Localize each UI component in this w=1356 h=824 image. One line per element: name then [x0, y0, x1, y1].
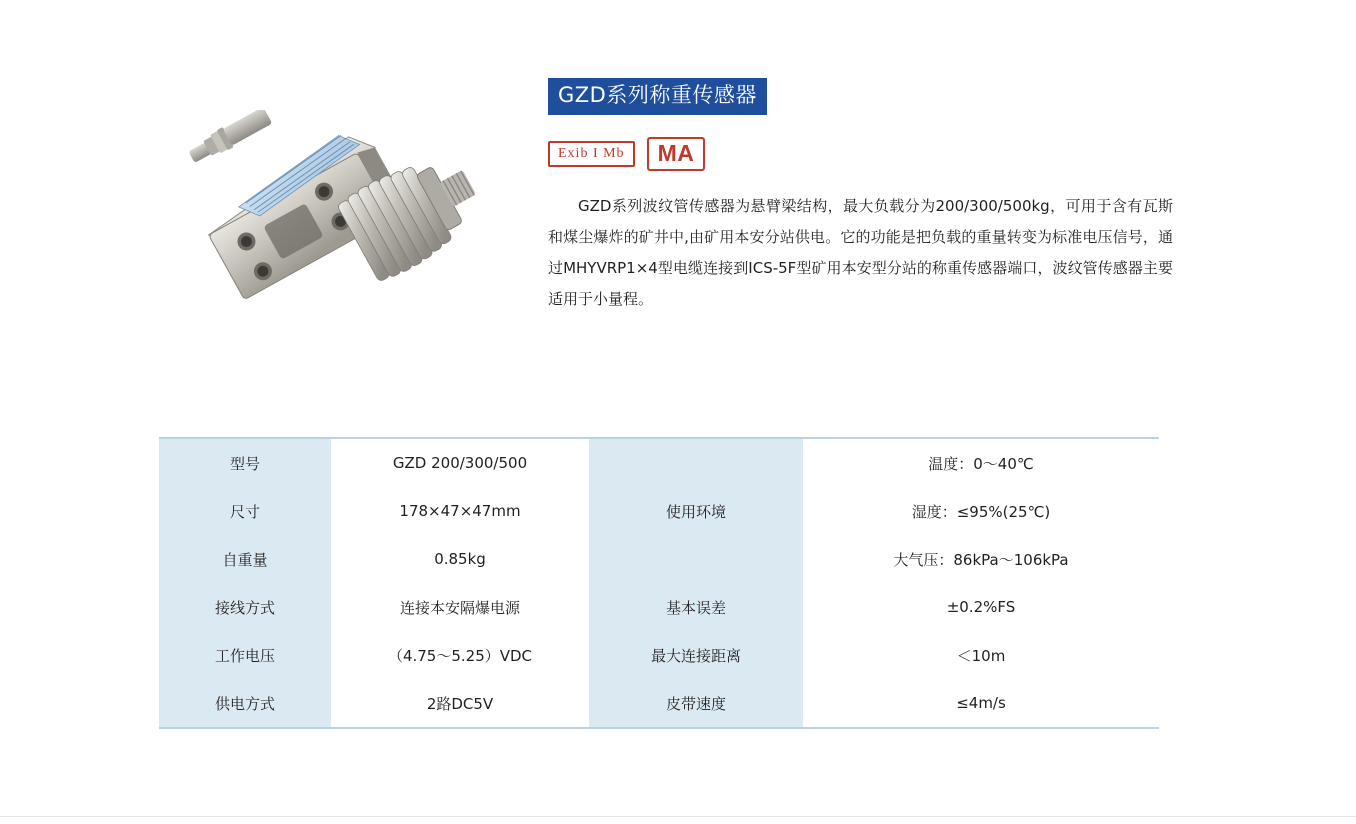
- spec-value-pressure: 大气压：86kPa～106kPa: [803, 535, 1159, 583]
- spec-label-wiring: 接线方式: [159, 583, 331, 631]
- page-footer-divider: [0, 816, 1356, 817]
- specifications-table: [159, 437, 1159, 729]
- ma-certification-badge: MA: [647, 137, 706, 171]
- spec-value-power-supply: 2路DC5V: [331, 679, 589, 727]
- certification-badges: [548, 137, 1173, 171]
- spec-value-temperature: 温度：0～40℃: [803, 439, 1159, 487]
- spec-label-voltage: 工作电压: [159, 631, 331, 679]
- spec-value-humidity: 湿度：≤95%(25℃): [803, 487, 1159, 535]
- load-cell-illustration: [170, 110, 530, 340]
- spec-value-wiring: 连接本安隔爆电源: [331, 583, 589, 631]
- spec-value-weight: 0.85kg: [331, 535, 589, 583]
- spec-label-power-supply: 供电方式: [159, 679, 331, 727]
- spec-table: [159, 439, 1159, 727]
- product-info-column: [548, 78, 1173, 329]
- table-bottom-rule: [159, 727, 1159, 729]
- table-row: [159, 439, 1159, 487]
- spec-value-voltage: （4.75～5.25）VDC: [331, 631, 589, 679]
- spec-value-model: GZD 200/300/500: [331, 439, 589, 487]
- spec-value-max-distance: ＜10m: [803, 631, 1159, 679]
- spec-label-environment: 使用环境: [589, 439, 803, 583]
- exib-certification-badge: Exib I Mb: [548, 141, 635, 167]
- spec-label-size: 尺寸: [159, 487, 331, 535]
- product-image: [130, 90, 550, 370]
- spec-label-weight: 自重量: [159, 535, 331, 583]
- table-row: [159, 631, 1159, 679]
- table-row: [159, 679, 1159, 727]
- spec-value-basic-error: ±0.2%FS: [803, 583, 1159, 631]
- spec-label-basic-error: 基本误差: [589, 583, 803, 631]
- spec-label-belt-speed: 皮带速度: [589, 679, 803, 727]
- spec-value-belt-speed: ≤4m/s: [803, 679, 1159, 727]
- spec-value-size: 178×47×47mm: [331, 487, 589, 535]
- table-row: [159, 583, 1159, 631]
- spec-label-model: 型号: [159, 439, 331, 487]
- spec-label-max-distance: 最大连接距离: [589, 631, 803, 679]
- page-title: GZD系列称重传感器: [548, 78, 767, 115]
- product-description: GZD系列波纹管传感器为悬臂梁结构，最大负载分为200/300/500kg，可用于含有瓦斯和煤尘爆炸的矿井中,由矿用本安分站供电。它的功能是把负载的重量转变为标准电压信号，通过MHYVRP1×4型电缆连接到ICS-5F型矿用本安型分站的称重传感器端口，波纹管传感器主要适用于小量程。: [548, 197, 1173, 308]
